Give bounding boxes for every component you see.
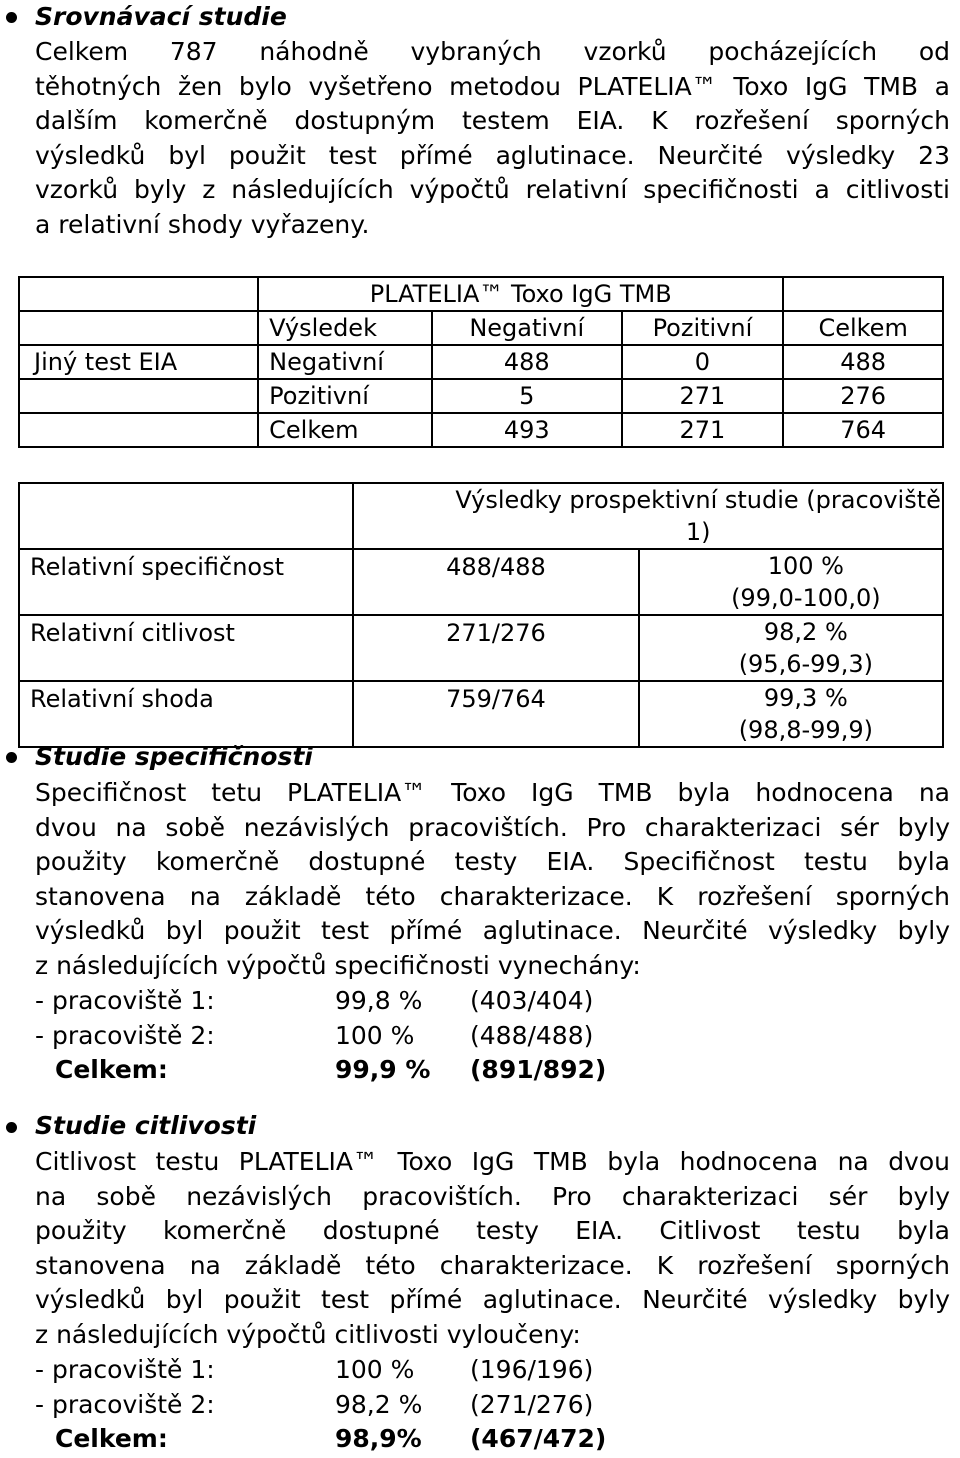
text-line: dalším komerčně dostupným testem EIA. K rozřešení sporných <box>35 106 950 136</box>
table-row <box>19 413 943 447</box>
table-cell: 271 <box>622 379 784 413</box>
text-line: stanovena na základě této charakterizace. K rozřešení sporných <box>35 881 950 911</box>
site-label: - pracoviště 1: <box>35 1355 215 1384</box>
table-cell: 764 <box>783 413 943 447</box>
text-line: z následujících výpočtů citlivosti vyloučeny: <box>35 1319 581 1349</box>
text-line: těhotných žen bylo vyšetřeno metodou PLATELIA™ Toxo IgG TMB a <box>35 71 950 101</box>
section-heading-comparative: Srovnávací studie <box>35 2 287 31</box>
table-cell: Celkem <box>258 413 432 447</box>
text-line: použity komerčně dostupné testy EIA. Citlivost testu byla <box>35 1216 950 1246</box>
text-line: výsledků byl použit test přímé aglutinace. Neurčité výsledky byly <box>35 1285 950 1315</box>
percent-value: 100 % <box>767 552 844 580</box>
text-line: Specifičnost tetu PLATELIA™ Toxo IgG TMB byla hodnocena na <box>35 778 950 807</box>
text-line: a relativní shody vyřazeny. <box>35 209 370 239</box>
prospective-results-table <box>18 482 944 748</box>
confidence-interval: (95,6-99,3) <box>738 650 873 678</box>
table-cell: 759/764 <box>353 681 638 747</box>
table-cell <box>639 681 943 747</box>
table-header: Celkem <box>783 311 943 345</box>
percent-value: 99,9 % <box>335 1055 431 1085</box>
table-row <box>19 615 943 681</box>
table-cell: 488 <box>783 345 943 379</box>
ratio-value: (467/472) <box>470 1424 607 1454</box>
section-heading-specificity: Studie specifičnosti <box>35 742 313 771</box>
table-header: Pozitivní <box>622 311 784 345</box>
bullet-icon <box>6 12 17 23</box>
confidence-interval: (98,8-99,9) <box>738 716 873 744</box>
percent-value: 99,8 % <box>335 986 423 1015</box>
table-row <box>19 549 943 615</box>
table-cell: 271/276 <box>353 615 638 681</box>
row-label: Jiný test EIA <box>19 345 258 379</box>
total-label: Celkem: <box>55 1424 168 1454</box>
text-line: z následujících výpočtů specifičnosti vynechány: <box>35 950 641 980</box>
table-row <box>19 345 943 379</box>
table-cell: Pozitivní <box>258 379 432 413</box>
site-label: - pracoviště 2: <box>35 1020 215 1050</box>
ratio-value: (271/276) <box>470 1389 594 1419</box>
table-cell: 488/488 <box>353 549 638 615</box>
text-line: Celkem 787 náhodně vybraných vzorků pocházejících od <box>35 37 950 66</box>
percent-value: 98,2 % <box>763 618 848 646</box>
row-label: Relativní shoda <box>19 681 353 747</box>
ratio-value: (488/488) <box>470 1020 594 1050</box>
table-row <box>19 379 943 413</box>
confidence-interval: (99,0-100,0) <box>731 584 881 612</box>
site-label: - pracoviště 1: <box>35 986 215 1015</box>
bullet-icon <box>6 1122 17 1133</box>
percent-value: 98,2 % <box>335 1389 423 1419</box>
table-title: Výsledky prospektivní studie (pracoviště 1) <box>353 483 943 549</box>
table-cell: 493 <box>432 413 622 447</box>
table-cell <box>639 615 943 681</box>
table-header: Výsledek <box>258 311 432 345</box>
row-label: Relativní citlivost <box>19 615 353 681</box>
table-cell <box>639 549 943 615</box>
text-line: na sobě nezávislých pracovištích. Pro charakterizaci sér byly <box>35 1181 950 1211</box>
text-line: stanovena na základě této charakterizace. K rozřešení sporných <box>35 1250 950 1280</box>
total-label: Celkem: <box>55 1055 168 1085</box>
table-title: PLATELIA™ Toxo IgG TMB <box>258 277 783 311</box>
table-cell: 271 <box>622 413 784 447</box>
percent-value: 100 % <box>335 1020 415 1050</box>
percent-value: 98,9% <box>335 1424 422 1454</box>
table-cell: 276 <box>783 379 943 413</box>
text-line: vzorků byly z následujících výpočtů relativní specifičnosti a citlivosti <box>35 175 950 205</box>
table-cell: Negativní <box>258 345 432 379</box>
table-row <box>19 681 943 747</box>
paragraph-sensitivity <box>35 1145 950 1353</box>
comparison-table <box>18 276 944 448</box>
paragraph-specificity <box>35 776 950 984</box>
percent-value: 100 % <box>335 1355 415 1384</box>
percent-value: 99,3 % <box>763 684 848 712</box>
paragraph-comparative <box>35 35 950 243</box>
ratio-value: (403/404) <box>470 986 594 1015</box>
text-line: výsledků byl použit test přímé aglutinace. Neurčité výsledky byly <box>35 916 950 946</box>
site-label: - pracoviště 2: <box>35 1389 215 1419</box>
ratio-value: (891/892) <box>470 1055 607 1085</box>
table-cell: 488 <box>432 345 622 379</box>
text-line: Citlivost testu PLATELIA™ Toxo IgG TMB byla hodnocena na dvou <box>35 1147 950 1176</box>
text-line: dvou na sobě nezávislých pracovištích. Pro charakterizaci sér byly <box>35 812 950 842</box>
row-label: Relativní specifičnost <box>19 549 353 615</box>
section-heading-sensitivity: Studie citlivosti <box>35 1111 257 1140</box>
text-line: použity komerčně dostupné testy EIA. Specifičnost testu byla <box>35 847 950 877</box>
table-cell: 5 <box>432 379 622 413</box>
table-header: Negativní <box>432 311 622 345</box>
text-line: výsledků byl použit test přímé aglutinace. Neurčité výsledky 23 <box>35 140 950 170</box>
ratio-value: (196/196) <box>470 1355 594 1384</box>
table-cell: 0 <box>622 345 784 379</box>
bullet-icon <box>6 752 17 763</box>
